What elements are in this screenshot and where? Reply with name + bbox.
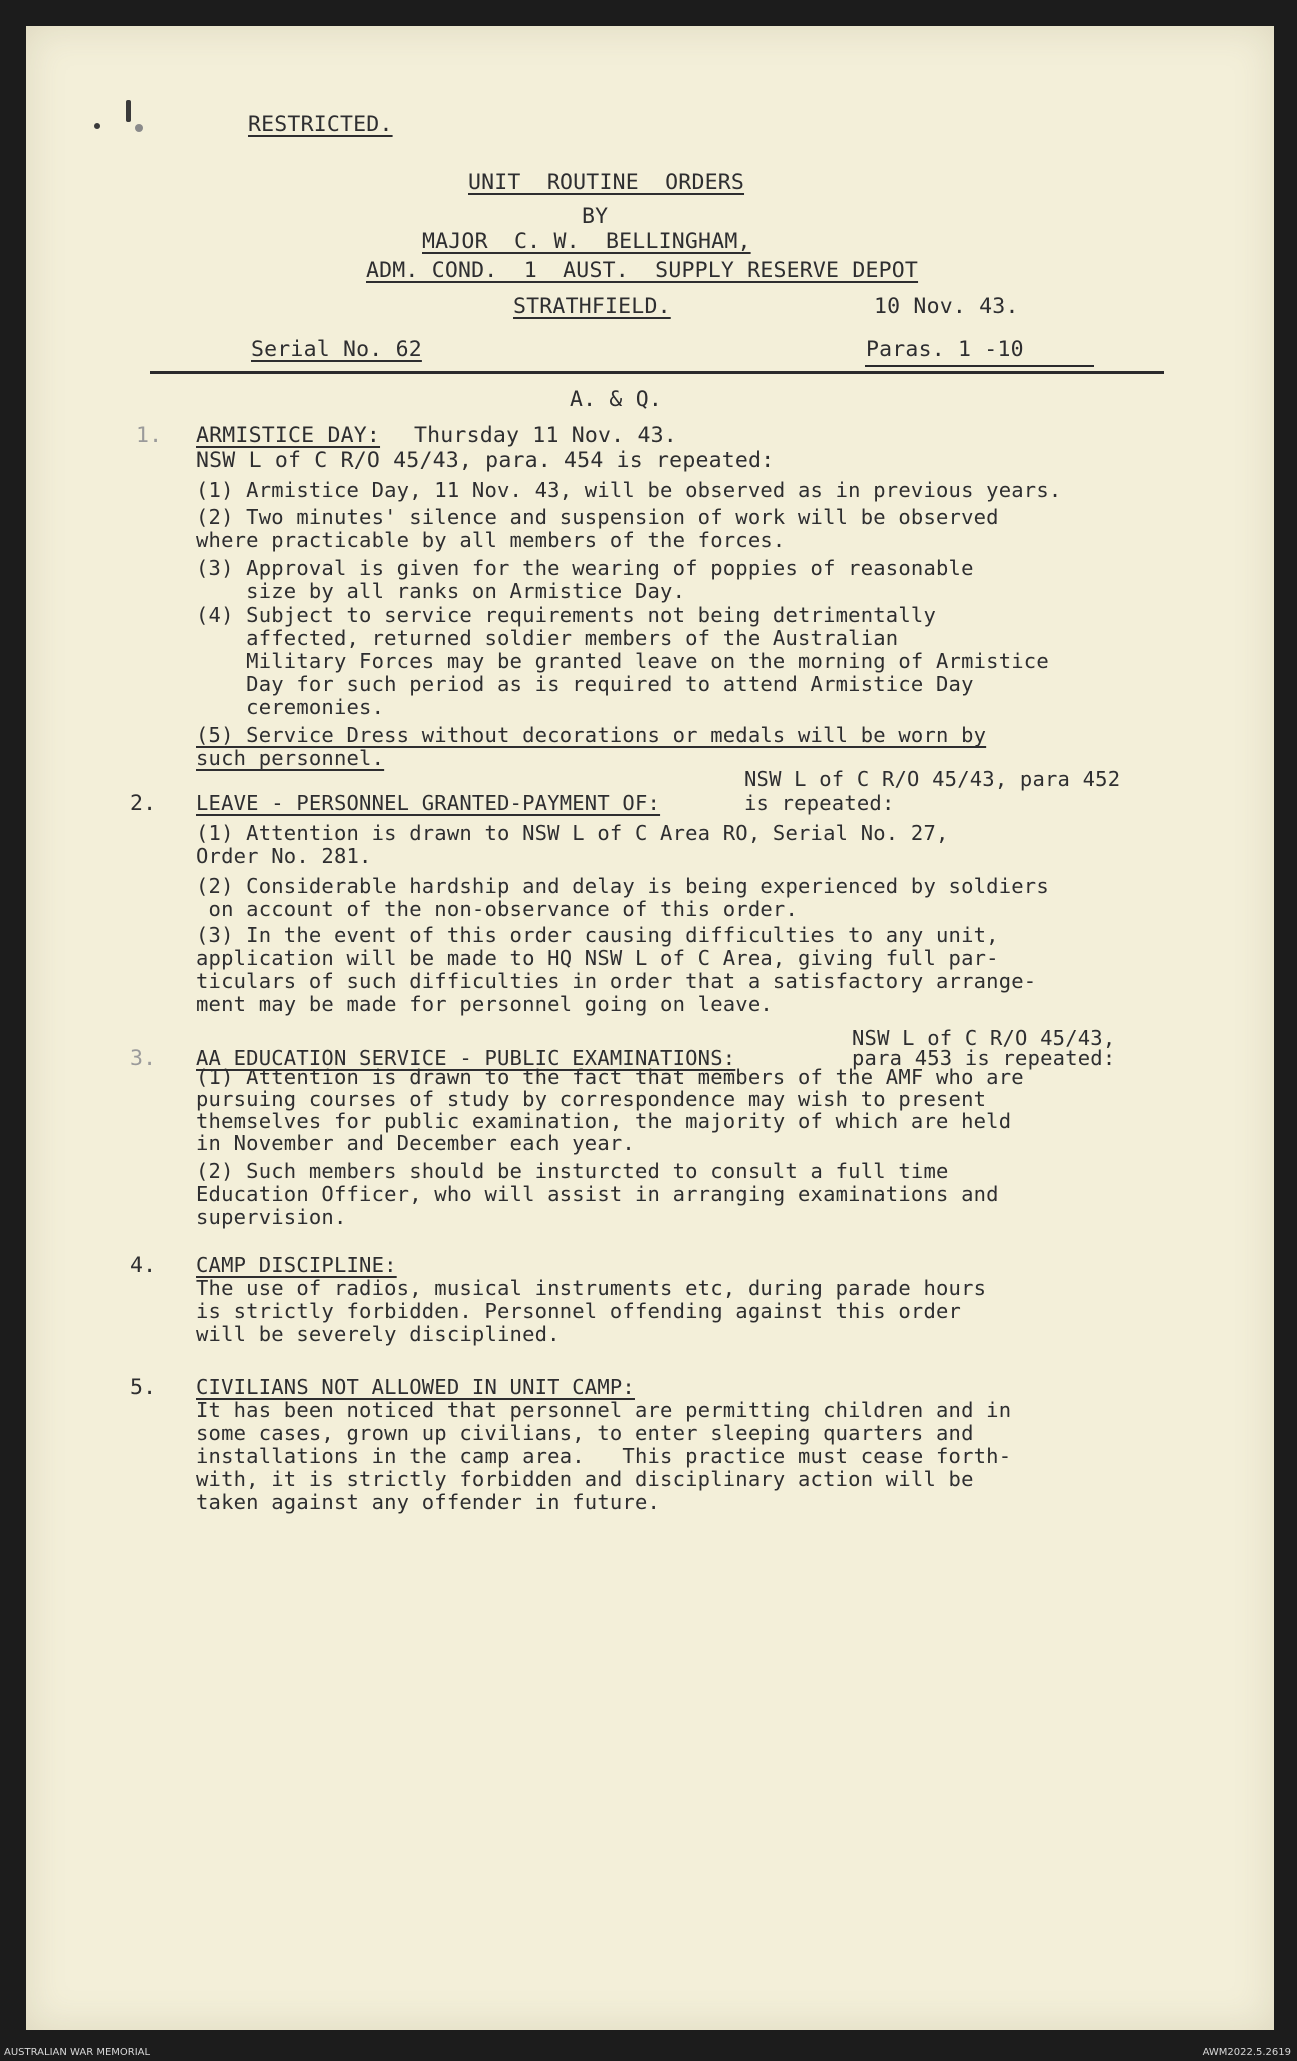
para-3-reference: NSW L of C R/O 45/43, [852,1026,1116,1050]
para-1-item-1: (1) Armistice Day, 11 Nov. 43, will be observed as in previous years. [196,478,1062,502]
para-1-intro: NSW L of C R/O 45/43, para. 454 is repeated: [196,448,775,473]
para-5-line-5: taken against any offender in future. [196,1490,661,1514]
para-4-line-1: The use of radios, musical instruments etc, during parade hours [196,1276,987,1300]
para-1-item-4-line-3: Military Forces may be granted leave on the morning of Armistice [196,649,1049,673]
para-1-item-4-line-4: Day for such period as is required to attend Armistice Day [196,672,974,696]
header-divider [150,371,1164,374]
para-1-item-5-line-2: such personnel. [196,746,385,770]
paras-range: Paras. 1 -10 [866,337,1024,362]
document-page [26,26,1274,2030]
classification-label: RESTRICTED. [248,112,393,137]
para-3-number: 3. [130,1046,157,1071]
paras-underline [865,365,1094,367]
document-title: UNIT ROUTINE ORDERS [468,170,745,195]
document-date: 10 Nov. 43. [874,294,1019,319]
commander-line: MAJOR C. W. BELLINGHAM, [422,229,751,254]
serial-number: Serial No. 62 [251,337,422,362]
para-5-line-4: with, it is strictly forbidden and disciplinary action will be [196,1467,974,1491]
para-2-item-2-line-1: (2) Considerable hardship and delay is being experienced by soldiers [196,874,1049,898]
para-5-line-1: It has been noticed that personnel are permitting children and in [196,1398,1012,1422]
punch-mark [135,124,143,132]
staple-mark [126,100,131,122]
para-3-item-1-line-2: pursuing courses of study by correspondence may wish to present [196,1087,987,1111]
unit-line: ADM. COND. 1 AUST. SUPPLY RESERVE DEPOT [366,258,919,283]
para-1-item-4-line-5: ceremonies. [196,695,385,719]
para-5-line-2: some cases, grown up civilians, to enter sleeping quarters and [196,1421,974,1445]
para-2-number: 2. [130,791,157,816]
para-5-line-3: installations in the camp area. This practice must cease forth- [196,1444,1012,1468]
para-3-item-2-line-1: (2) Such members should be insturcted to consult a full time [196,1159,949,1183]
para-4-line-3: will be severely disciplined. [196,1322,560,1346]
para-2-item-3-line-1: (3) In the event of this order causing difficulties to any unit, [196,923,999,947]
para-4-line-2: is strictly forbidden. Personnel offending against this order [196,1299,962,1323]
para-1-item-2-line-2: where practicable by all members of the forces. [196,528,786,552]
para-1-item-4-line-1: (4) Subject to service requirements not being detrimentally [196,603,936,627]
para-2-reference: NSW L of C R/O 45/43, para 452 [744,767,1121,791]
para-4-title: CAMP DISCIPLINE: [196,1253,397,1277]
para-3-item-2-line-3: supervision. [196,1205,347,1229]
para-5-number: 5. [130,1375,157,1400]
para-1-title-tail: Thursday 11 Nov. 43. [414,423,677,448]
location-line: STRATHFIELD. [513,294,671,319]
archive-credit: AUSTRALIAN WAR MEMORIAL [4,2047,151,2058]
para-1-number: 1. [136,423,163,448]
para-3-reference-tail: para 453 is repeated: [852,1046,1116,1070]
para-2-item-3-line-2: application will be made to HQ NSW L of C Area, giving full par- [196,946,999,970]
para-1-title: ARMISTICE DAY: [196,423,381,448]
by-line: BY [582,204,609,229]
para-4-number: 4. [130,1253,157,1278]
para-3-item-1-line-3: themselves for public examination, the majority of which are held [196,1109,1012,1133]
archive-reference: AWM2022.5.2619 [1202,2047,1291,2058]
para-2-item-2-line-2: on account of the non-observance of this order. [196,897,799,921]
para-3-item-1-line-1: (1) Attention is drawn to the fact that members of the AMF who are [196,1065,1024,1089]
para-1-item-3-line-2: size by all ranks on Armistice Day. [196,579,686,603]
para-2-title: LEAVE - PERSONNEL GRANTED-PAYMENT OF: [196,791,661,815]
para-2-item-3-line-4: ment may be made for personnel going on leave. [196,992,773,1016]
para-3-item-1-line-4: in November and December each year. [196,1131,635,1155]
para-2-item-1-line-2: Order No. 281. [196,844,372,868]
para-5-title: CIVILIANS NOT ALLOWED IN UNIT CAMP: [196,1375,635,1399]
para-1-item-4-line-2: affected, returned soldier members of the Australian [196,626,899,650]
para-3-title: AA EDUCATION SERVICE - PUBLIC EXAMINATIONS: [196,1046,736,1070]
para-2-item-3-line-3: ticulars of such difficulties in order that a satisfactory arrange- [196,969,1037,993]
section-heading: A. & Q. [570,387,663,412]
para-1-item-5-line-1: (5) Service Dress without decorations or medals will be worn by [196,723,987,747]
para-1-item-3-line-1: (3) Approval is given for the wearing of poppies of reasonable [196,556,974,580]
para-1-item-2-line-1: (2) Two minutes' silence and suspension of work will be observed [196,505,999,529]
punch-mark [94,123,100,129]
para-3-item-2-line-2: Education Officer, who will assist in arranging examinations and [196,1182,999,1206]
para-2-item-1-line-1: (1) Attention is drawn to NSW L of C Area RO, Serial No. 27, [196,821,949,845]
para-2-reference-tail: is repeated: [744,791,895,815]
